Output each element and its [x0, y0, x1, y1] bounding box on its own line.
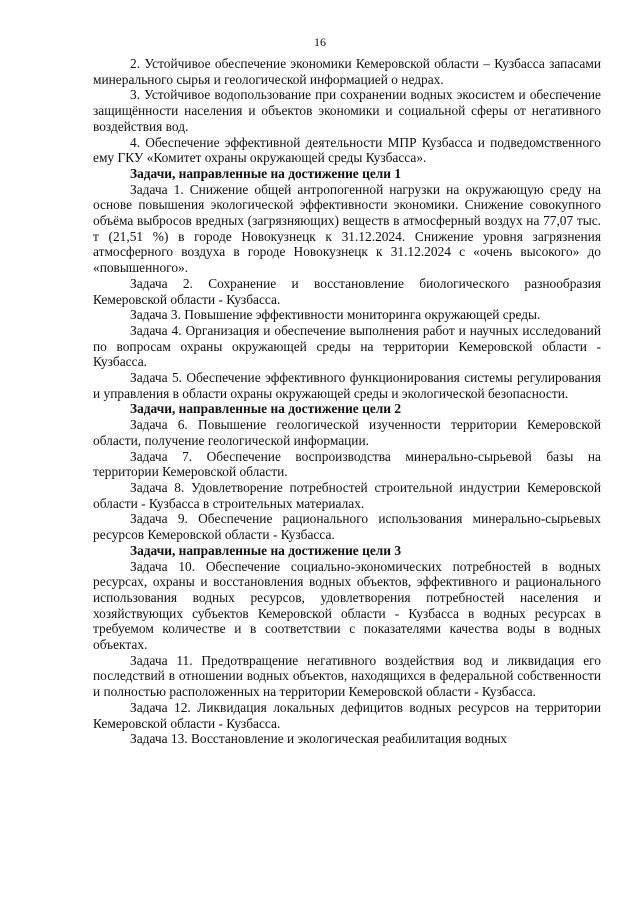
paragraph-goal-2: 2. Устойчивое обеспечение экономики Кемеровской области – Кузбасса запасами минерального сырья и геологической информацией о недрах. — [93, 56, 601, 87]
heading-goal-1-tasks: Задачи, направленные на достижение цели 1 — [130, 165, 402, 181]
paragraph-task-7: Задача 7. Обеспечение воспроизводства минерально-сырьевой базы на территории Кемеровской области. — [93, 448, 601, 480]
paragraph-task-13: Задача 13. Восстановление и экологическая реабилитация водных — [130, 731, 507, 747]
document-body — [93, 56, 601, 747]
paragraph-task-8: Задача 8. Удовлетворение потребностей строительной индустрии Кемеровской области - Кузбасса в строительных материалах. — [93, 479, 601, 511]
paragraph-task-11: Задача 11. Предотвращение негативного воздействия вод и ликвидация его последствий в отношении водных объектов, находящихся в федеральной собственности и полностью расположенных на территории Кемеровской области - Кузбасса. — [93, 652, 601, 700]
paragraph-task-3: Задача 3. Повышение эффективности мониторинга окружающей среды. — [130, 307, 541, 323]
paragraph-goal-4: 4. Обеспечение эффективной деятельности МПР Кузбасса и подведомственного ему ГКУ «Комитет охраны окружающей среды Кузбасса». — [93, 134, 601, 166]
paragraph-task-9: Задача 9. Обеспечение рационального использования минерально-сырьевых ресурсов Кемеровской области - Кузбасса. — [93, 511, 601, 543]
page-number: 16 — [314, 35, 326, 49]
paragraph-task-12: Задача 12. Ликвидация локальных дефицитов водных ресурсов на территории Кемеровской области - Кузбасса. — [93, 699, 601, 731]
heading-goal-3-tasks: Задачи, направленные на достижение цели 3 — [130, 542, 402, 558]
paragraph-task-2: Задача 2. Сохранение и восстановление биологического разнообразия Кемеровской области - Кузбасса. — [93, 275, 601, 307]
paragraph-task-4: Задача 4. Организация и обеспечение выполнения работ и научных исследований по вопросам охраны окружающей среды на территории Кемеровской области - Кузбасса. — [93, 322, 601, 370]
heading-goal-2-tasks: Задачи, направленные на достижение цели 2 — [130, 401, 402, 417]
paragraph-task-6: Задача 6. Повышение геологической изученности территории Кемеровской области, получение геологической информации. — [93, 417, 601, 448]
paragraph-task-5: Задача 5. Обеспечение эффективного функционирования системы регулирования и управления в области охраны окружающей среды и экологической безопасности. — [93, 370, 601, 401]
paragraph-task-10: Задача 10. Обеспечение социально-экономических потребностей в водных ресурсах, охраны и восстановления водных объектов, эффективного и рационального использования водных ресурсов, удовлетворения потребностей населения и хозяйствующих субъектов Кемеровской области - Кузбасса в водных ресурсах в требуемом количестве и в соответствии с показателями качества воды в водных объектах. — [93, 558, 601, 653]
paragraph-goal-3: 3. Устойчивое водопользование при сохранении водных экосистем и обеспечение защищённости населения и объектов экономики и социальной сферы от негативного воздействия вод. — [93, 87, 601, 134]
paragraph-task-1: Задача 1. Снижение общей антропогенной нагрузки на окружающую среду на основе повышения экологической эффективности экономики. Снижение совокупного объёма выбросов вредных (загрязняющих) веществ в атмосферный воздух на 77,07 тыс. т (21,51 %) в городе Новокузнецк к 31.12.2024. Снижение уровня загрязнения атмосферного воздуха в городе Новокузнецк к 31.12.2024 с «очень высокого» до «повышенного». — [93, 181, 601, 276]
